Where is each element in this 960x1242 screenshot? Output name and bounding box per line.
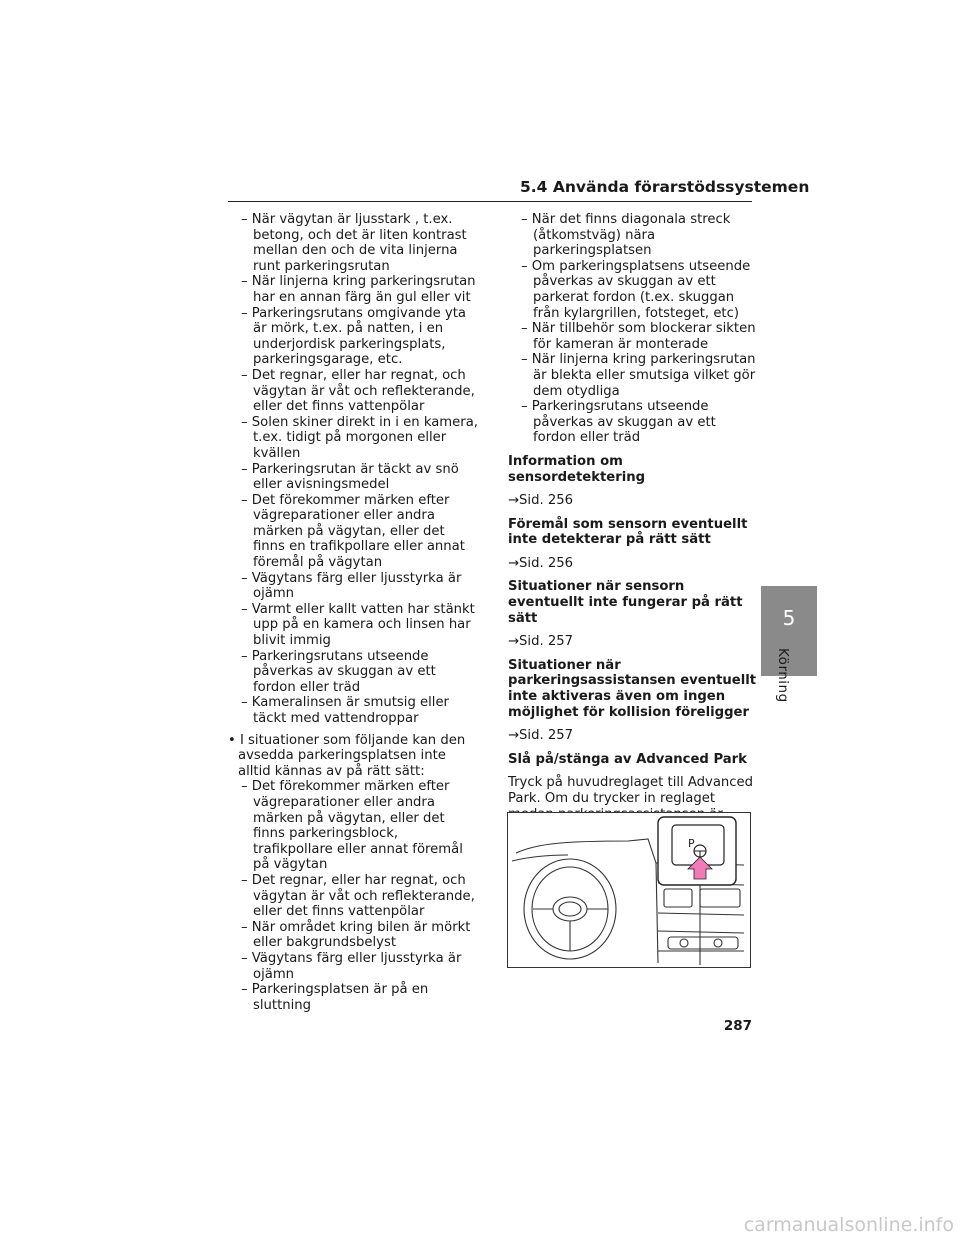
list-item: – Det förekommer märken efter vägreparationer eller andra märken på vägytan, eller det finns parkeringsblock, trafikpollare eller annat föremål på vägytan: [241, 779, 463, 873]
advanced-park-instructions: Tryck på huvudreglaget till Advanced Park. Om du trycker in reglaget: [508, 775, 754, 806]
list-item: – Vägytans färg eller ljusstyrka är ojämn: [241, 950, 462, 982]
list-item: – Om parkeringsplatsens utseende påverkas av skuggan av ett parkerat fordon (t.ex. skuggan från kylargrillen, fotsteget, etc): [521, 258, 751, 321]
list-item: – Parkeringsrutans omgivande yta är mörk, t.ex. på natten, i en underjordisk parkeringsplats, parkeringsgarage, etc.: [241, 305, 466, 368]
list-item: – Solen skiner direkt in i en kamera, t.ex. tidigt på morgonen eller kvällen: [241, 414, 478, 461]
page-reference-link[interactable]: →Sid. 257: [508, 634, 574, 650]
left-column: [228, 212, 478, 1013]
list-item: – Parkeringsrutans utseende påverkas av skuggan av ett fordon eller träd: [521, 399, 716, 446]
list-item: – När tillbehör som blockerar sikten för kameran är monterade: [521, 321, 756, 352]
switch-label: P: [688, 837, 695, 850]
list-item: – När det finns diagonala streck (åtkomstväg) nära parkeringsplatsen: [521, 212, 731, 259]
page-number: 287: [723, 1018, 752, 1034]
page-reference-link[interactable]: →Sid. 256: [508, 555, 574, 571]
page-reference-link[interactable]: →Sid. 257: [508, 728, 574, 744]
list-item: – När linjerna kring parkeringsrutan är blekta eller smutsiga vilket gör dem otydliga: [521, 352, 756, 399]
list-item: – Varmt eller kallt vatten har stänkt upp på en kamera och linsen har blivit immig: [241, 601, 475, 649]
heading-not-activated: Situationer när parkeringsassistansen eventuellt inte aktiveras även om ingen möjlighet för kollision föreligger: [508, 657, 757, 720]
header-rule: [228, 201, 752, 202]
chapter-label: Körning: [775, 648, 791, 703]
chapter-number: 5: [782, 606, 796, 630]
list-item: – När området kring bilen är mörkt eller bakgrundsbelyst: [241, 919, 471, 951]
list-item: – Kameralinsen är smutsig eller täckt med vattendroppar: [241, 695, 449, 726]
heading-sensor-info: Information om sensordetektering: [508, 453, 646, 485]
page-reference-link[interactable]: →Sid. 256: [508, 493, 574, 509]
list-item: – Parkeringsrutan är täckt av snö eller avisningsmedel: [241, 461, 459, 493]
bullet-item: • I situationer som följande kan den avsedda parkeringsplatsen inte alltid kännas av på rätt sätt:: [228, 732, 466, 779]
list-item: – Det regnar, eller har regnat, och vägytan är våt och reflekterande, eller det finns vattenpölar: [241, 872, 475, 920]
list-item: – Det förekommer märken efter vägreparationer eller andra märken på vägytan, eller det finns en trafikpollare eller annat föremål på vägytan: [241, 492, 465, 571]
list-item: – Parkeringsrutans utseende påverkas av skuggan av ett fordon eller träd: [241, 648, 436, 695]
dashboard-illustration: [507, 812, 751, 968]
heading-undetected-objects: Föremål som sensorn eventuellt inte detekterar på rätt sätt: [508, 516, 748, 548]
list-item: – Parkeringsplatsen är på en sluttning: [241, 982, 429, 1013]
heading-advanced-park-onoff: Slå på/stänga av Advanced Park: [508, 751, 747, 767]
list-item: – Vägytans färg eller ljusstyrka är ojämn: [241, 570, 462, 602]
watermark: carmanualsonline.info: [743, 1214, 954, 1236]
right-column: [508, 212, 758, 838]
dashboard-drawing: [508, 813, 750, 967]
section-title: 5.4 Använda förarstödssystemen: [520, 178, 810, 196]
list-item: – När vägytan är ljusstark , t.ex. betong, och det är liten kontrast mellan den och de vita linjerna runt parkeringsrutan: [241, 212, 467, 274]
list-item: – Det regnar, eller har regnat, och vägytan är våt och reflekterande, eller det finns vattenpölar: [241, 367, 475, 415]
heading-sensor-situations: Situationer när sensorn eventuellt inte fungerar på rätt sätt: [508, 579, 743, 626]
list-item: – När linjerna kring parkeringsrutan har en annan färg än gul eller vit: [241, 274, 476, 305]
